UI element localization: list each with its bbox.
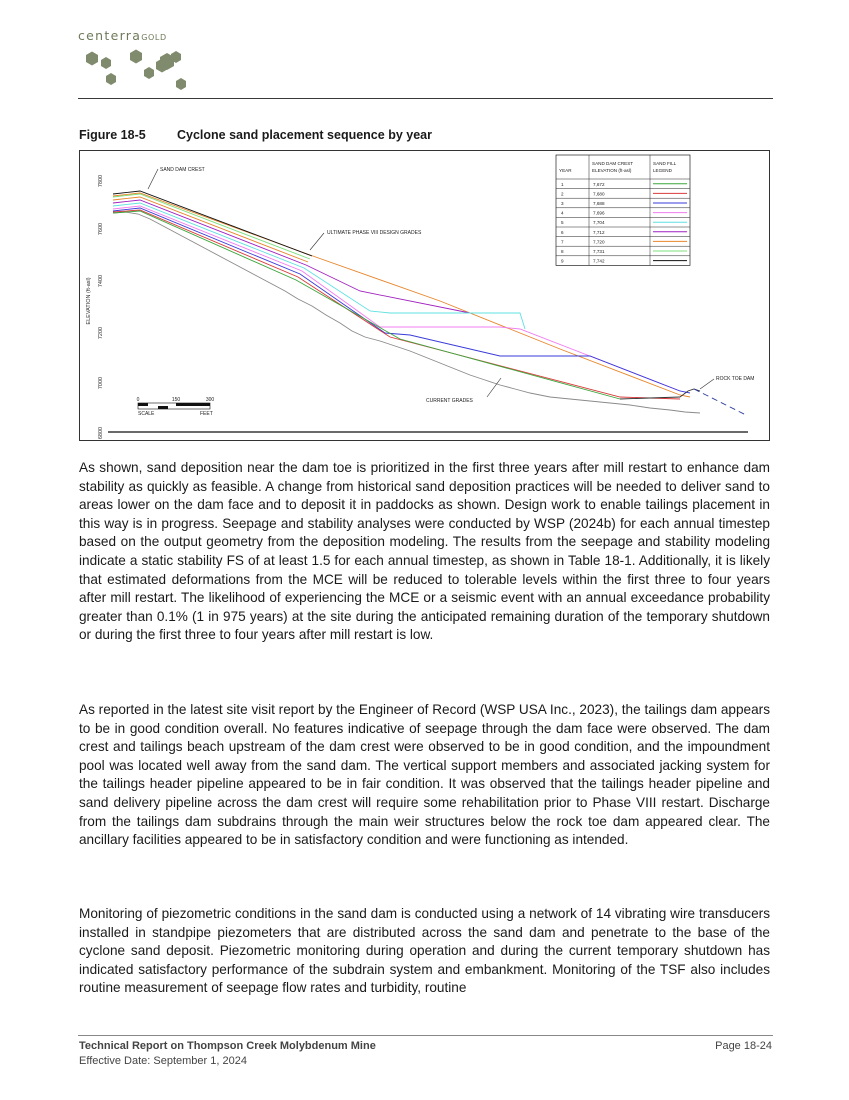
footer-title: Technical Report on Thompson Creek Molybdenum Mine <box>79 1040 376 1052</box>
logo-text-suffix: GOLD <box>141 33 167 42</box>
legend-elevation-cell: 7,672 <box>593 181 605 187</box>
legend-year-cell: 1 <box>561 181 564 187</box>
y-tick-label: 7400 <box>98 274 104 288</box>
legend-table <box>556 155 690 265</box>
legend-elevation-cell: 7,712 <box>593 229 605 235</box>
scale-tick-label: 150 <box>171 397 181 403</box>
rock-toe-dam-dashed <box>694 389 746 415</box>
cross-section-figure <box>79 150 770 441</box>
scale-bar <box>137 397 215 417</box>
header-divider <box>78 98 773 99</box>
legend-elevation-cell: 7,696 <box>593 210 605 216</box>
legend-elevation-cell: 7,731 <box>593 249 605 254</box>
y-tick-label: 7600 <box>98 222 104 236</box>
legend-elevation-cell: 7,688 <box>593 201 605 206</box>
rock-toe-dam-label: ROCK TOE DAM <box>716 376 755 382</box>
figure-number: Figure 18-5 <box>79 128 146 142</box>
legend-year-cell: 5 <box>561 220 564 226</box>
ultimate-grades-label: ULTIMATE PHASE VIII DESIGN GRADES <box>327 230 422 236</box>
legend-elevation-cell: 7,704 <box>593 220 605 226</box>
legend-elevation-cell: 7,680 <box>593 191 605 197</box>
current-grades-label: CURRENT GRADES <box>426 398 473 404</box>
y-tick-label: 7200 <box>98 326 104 340</box>
y-tick-label: 6800 <box>98 426 104 440</box>
legend-header-fill: SAND FILL <box>653 161 677 166</box>
legend-header-elevation: ELEVATION (ft-asl) <box>592 168 632 173</box>
body-paragraph: As shown, sand deposition near the dam toe is prioritized in the first three years after mill restart to enhance dam stability as quickly as feasible. A change from historical sand deposition practices will be needed to deliver sand to areas lower on the dam face and to deposit it in paddocks as shown. Design work to enable tailings placement in this way is in progress. Seepage and stability analyses were conducted by WSP (2024b) for each annual timestep based on the output geometry from the deposition modeling. The results from the seepage and stability modeling indicate a static stability FS of at least 1.5 for each annual timestep, as shown in Table 18-1. Additionally, it is likely that estimated deformations from the MCE will be reduced to tolerable levels within the first three to four years after mill restart. The likelihood of experiencing the MCE or a seismic event with an annual exceedance probability greater than 0.1% (1 in 975 years) at the site during the anticipated remaining duration of the temporary shutdown or during the first three to four years after mill restart is low. <box>79 460 770 643</box>
legend-elevation-cell: 7,720 <box>593 239 605 245</box>
company-logo <box>78 28 208 94</box>
body-paragraph: Monitoring of piezometric conditions in the sand dam is conducted using a network of 14 vibrating wire transducers installed in standpipe piezometers that are distributed across the sand dam and penetrate to the base of the cyclone sand deposit. Piezometric monitoring during operation and during the current temporary shutdown has indicated satisfactory performance of the subdrain system and embankment. Monitoring of the TSF also includes routine measurement of seepage flow rates and turbidity, routine <box>79 906 770 996</box>
legend-elevation-cell: 7,742 <box>593 258 605 264</box>
legend-year-cell: 8 <box>561 249 564 254</box>
figure-caption <box>79 128 432 142</box>
scale-tick-label: 300 <box>205 397 215 403</box>
logo-text-main: centerra <box>78 28 142 43</box>
legend-year-cell: 3 <box>561 201 564 206</box>
legend-header-fill: LEGEND <box>653 168 672 173</box>
legend-year-cell: 4 <box>561 210 564 216</box>
sand-dam-crest-label: SAND DAM CREST <box>160 167 205 173</box>
legend-year-cell: 9 <box>561 258 564 264</box>
scale-word: SCALE <box>138 411 155 417</box>
footer-date: Effective Date: September 1, 2024 <box>79 1055 247 1067</box>
dam-cross-section-diagram <box>80 151 771 442</box>
y-axis-label: ELEVATION (ft-asl) <box>86 277 92 325</box>
legend-year-cell: 2 <box>561 191 564 197</box>
fill-line-year-1 <box>113 211 620 399</box>
figure-title: Cyclone sand placement sequence by year <box>177 128 432 142</box>
legend-year-cell: 7 <box>561 239 564 245</box>
feet-word: FEET <box>200 411 213 417</box>
body-paragraph: As reported in the latest site visit report by the Engineer of Record (WSP USA Inc., 2023), the tailings dam appears to be in good condition overall. No features indicative of seepage through the dam face were observed. The dam crest and tailings beach upstream of the dam crest were observed to be in good condition, and the impoundment pool was located well away from the sand dam. The vertical support members and associated jacking system for the tailings header pipeline appeared to be in fair condition. It was observed that the tailings header pipeline and sand delivery pipeline across the dam crest will require some rehabilitation prior to Phase VIII restart. Discharge from the tailings dam subdrains through the main weir structures below the rock toe dam appeared clear. The ancillary facilities appeared to be in satisfactory condition and were functioning as intended. <box>79 702 770 848</box>
legend-year-cell: 6 <box>561 229 564 235</box>
y-tick-label: 7800 <box>98 174 104 188</box>
legend-header-elevation: SAND DAM CREST <box>592 161 634 166</box>
footer-divider <box>78 1035 773 1036</box>
hexagon-cluster-icon <box>78 28 208 94</box>
legend-header-year: YEAR <box>559 168 572 173</box>
scale-tick-label: 0 <box>136 397 140 403</box>
y-axis-ticks <box>98 175 104 439</box>
y-tick-label: 7000 <box>98 376 104 390</box>
page-number: Page 18-24 <box>715 1040 772 1052</box>
